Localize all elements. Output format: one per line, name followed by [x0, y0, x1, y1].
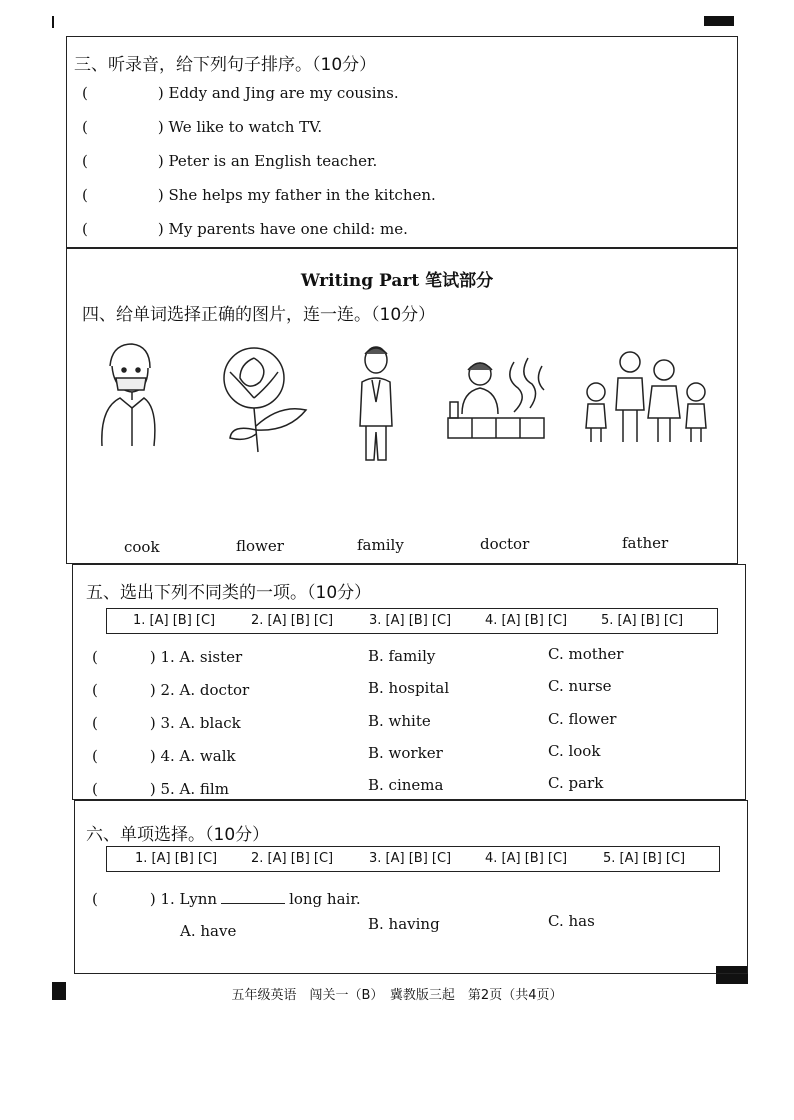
answer-option[interactable]: 4. [A] [B] [C]: [485, 613, 568, 628]
section5-item: ( ) 3. A. black: [92, 714, 241, 732]
registration-mark-top-left: [52, 16, 54, 28]
sentence-text: Eddy and Jing are my cousins.: [168, 84, 399, 102]
fill-in-blank[interactable]: [221, 893, 285, 904]
section4-title: 四、给单词选择正确的图片，连一连。（10分）: [82, 305, 436, 325]
section5-item: ( ) 5. A. film: [92, 780, 229, 798]
answer-blank[interactable]: (: [92, 890, 98, 908]
answer-blank[interactable]: (: [82, 152, 88, 170]
section3-item: ( ) Peter is an English teacher.: [82, 152, 378, 170]
answer-blank[interactable]: (: [92, 648, 98, 666]
answer-option[interactable]: 1. [A] [B] [C]: [135, 851, 218, 866]
word-cook[interactable]: cook: [124, 538, 160, 556]
option-c: C. park: [548, 774, 604, 792]
answer-option[interactable]: 5. [A] [B] [C]: [601, 613, 684, 628]
section6-title: 六、单项选择。（10分）: [86, 825, 270, 845]
section3-title: 三、听录音，给下列句子排序。（10分）: [74, 55, 377, 75]
answer-option[interactable]: 1. [A] [B] [C]: [133, 613, 216, 628]
answer-blank[interactable]: (: [82, 186, 88, 204]
section5-title: 五、选出下列不同类的一项。（10分）: [86, 583, 372, 603]
registration-mark-top-right: [704, 16, 734, 26]
option-c: C. look: [548, 742, 601, 760]
option-c: C. nurse: [548, 677, 612, 695]
section5-item: ( ) 2. A. doctor: [92, 681, 250, 699]
sentence-text: She helps my father in the kitchen.: [168, 186, 436, 204]
family-of-five-icon: [580, 348, 714, 446]
page-footer: 五年级英语 闯关一（B） 冀教版三起 第2页（共4页）: [231, 988, 563, 1003]
man-in-suit-icon: [356, 342, 398, 466]
answer-blank[interactable]: (: [92, 747, 98, 765]
word-doctor[interactable]: doctor: [480, 535, 530, 553]
sentence-text: My parents have one child: me.: [168, 220, 408, 238]
answer-option[interactable]: 4. [A] [B] [C]: [485, 851, 568, 866]
option-b: B. cinema: [368, 776, 444, 794]
answer-blank[interactable]: (: [82, 118, 88, 136]
option-c: C. has: [548, 912, 595, 930]
option-b: B. family: [368, 647, 436, 665]
answer-option[interactable]: 2. [A] [B] [C]: [251, 851, 334, 866]
answer-option[interactable]: 3. [A] [B] [C]: [369, 851, 452, 866]
word-family[interactable]: family: [357, 536, 404, 554]
sentence-text: Peter is an English teacher.: [168, 152, 378, 170]
option-c: C. flower: [548, 710, 617, 728]
section5-item: ( ) 1. A. sister: [92, 648, 243, 666]
option-b: B. white: [368, 712, 431, 730]
section3-item: ( ) She helps my father in the kitchen.: [82, 186, 436, 204]
section6-answer-box: [106, 846, 720, 872]
answer-option[interactable]: 5. [A] [B] [C]: [603, 851, 686, 866]
answer-blank[interactable]: (: [82, 84, 88, 102]
answer-blank[interactable]: (: [92, 714, 98, 732]
sentence-text: We like to watch TV.: [168, 118, 323, 136]
section6-question: ( ) 1. Lynn long hair.: [92, 890, 361, 908]
answer-blank[interactable]: (: [82, 220, 88, 238]
option-b: B. hospital: [368, 679, 450, 697]
section5-answer-box: [106, 608, 718, 634]
nurse-icon: [92, 338, 162, 450]
answer-blank[interactable]: (: [92, 681, 98, 699]
writing-part-header: Writing Part 笔试部分: [300, 271, 494, 291]
option-b: B. worker: [368, 744, 443, 762]
option-c: C. mother: [548, 645, 624, 663]
word-flower[interactable]: flower: [236, 537, 284, 555]
section3-item: ( ) My parents have one child: me.: [82, 220, 408, 238]
cook-grilling-icon: [444, 352, 550, 446]
answer-option[interactable]: 3. [A] [B] [C]: [369, 613, 452, 628]
section3-item: ( ) We like to watch TV.: [82, 118, 323, 136]
section3-item: ( ) Eddy and Jing are my cousins.: [82, 84, 399, 102]
option-a: A. have: [180, 922, 237, 940]
answer-blank[interactable]: (: [92, 780, 98, 798]
section5-item: ( ) 4. A. walk: [92, 747, 236, 765]
word-father[interactable]: father: [622, 534, 669, 552]
rose-icon: [210, 342, 312, 454]
option-b: B. having: [368, 915, 440, 933]
answer-option[interactable]: 2. [A] [B] [C]: [251, 613, 334, 628]
